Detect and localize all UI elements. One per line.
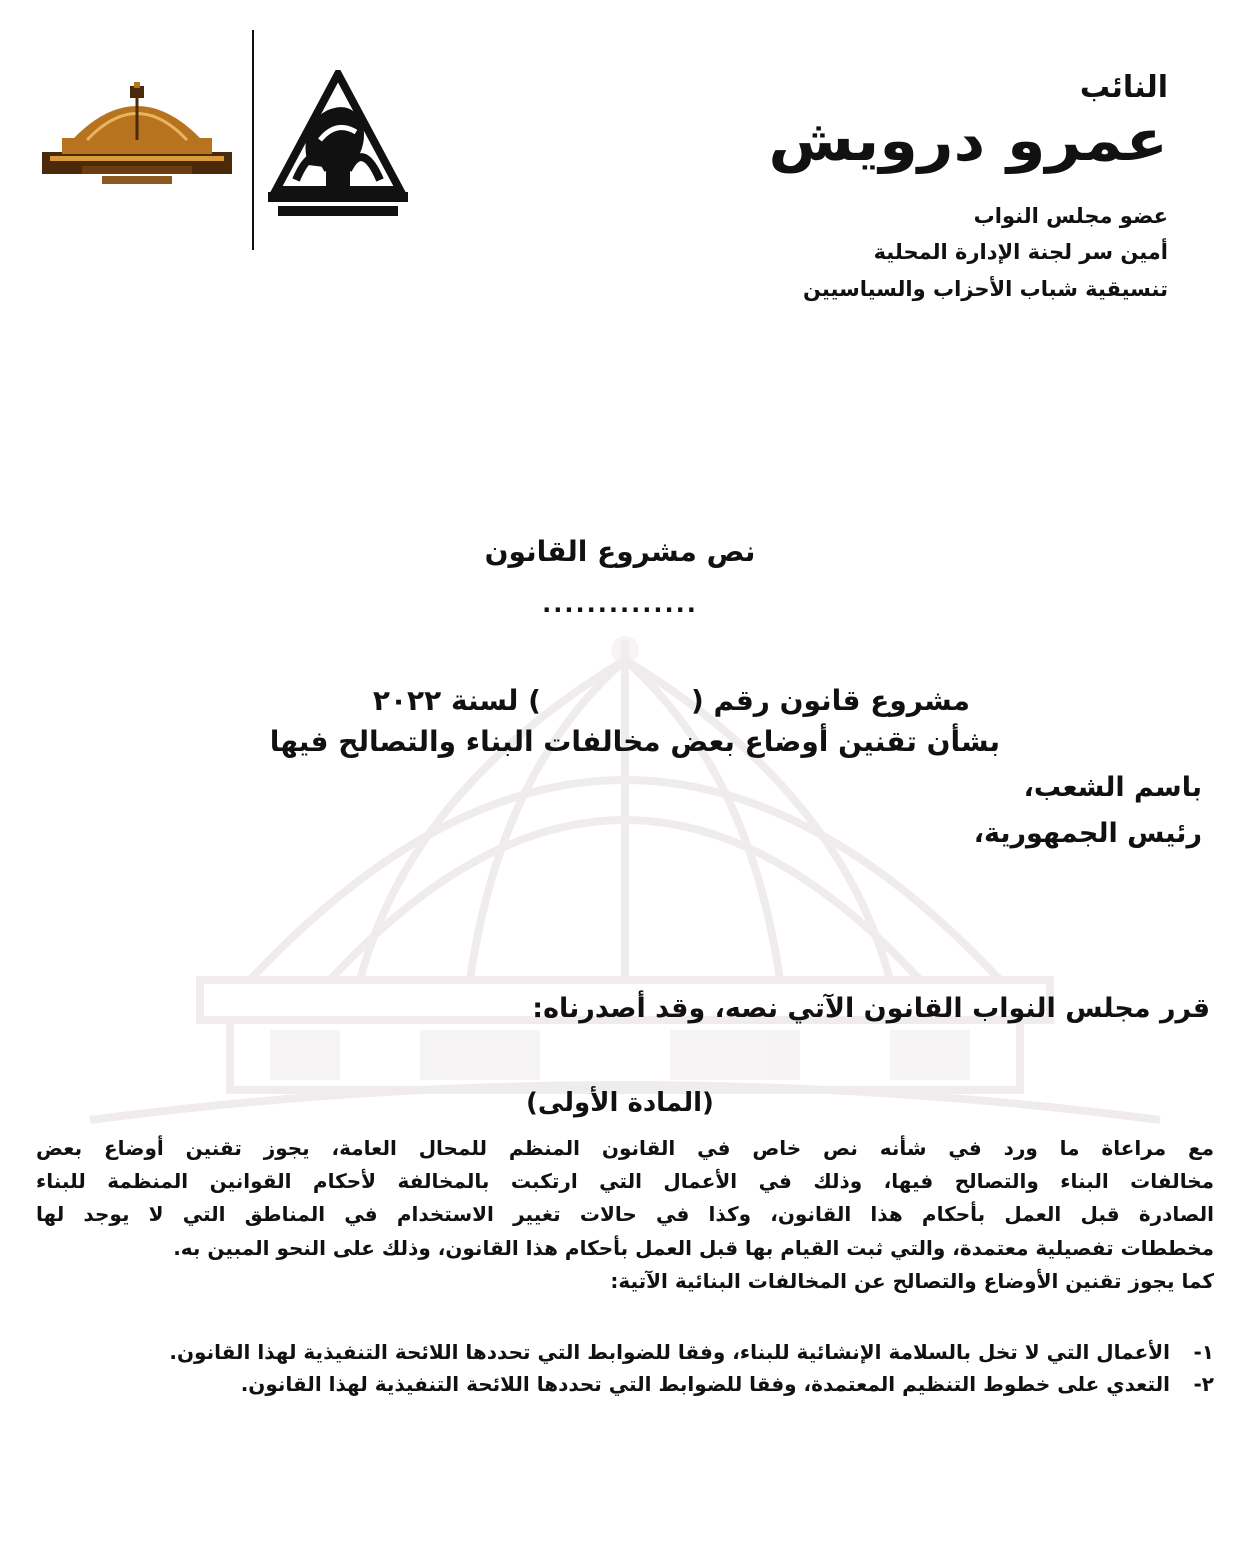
article-title: (المادة الأولى)	[526, 1088, 714, 1118]
article-line: مخططات تفصيلية معتمدة، والتي ثبت القيام بها قبل العمل بأحكام هذا القانون، وذلك على النحو المبين به.	[173, 1235, 1214, 1260]
law-subject: بشأن تقنين أوضاع بعض مخالفات البناء والتصالح فيها	[269, 725, 1000, 758]
preamble	[702, 765, 1202, 858]
letterhead	[0, 0, 1240, 330]
enactment-clause: قرر مجلس النواب القانون الآتي نصه، وقد أصدرناه:	[532, 993, 1210, 1024]
list-item-number: ٢-	[1193, 1372, 1214, 1397]
list-item-text: التعدي على خطوط التنظيم المعتمدة، وفقا للضوابط التي تحددها اللائحة التنفيذية لهذا القانون.	[240, 1372, 1170, 1397]
heading-separator: ..............	[542, 590, 698, 618]
list-item	[36, 1336, 1214, 1368]
role-line: تنسيقية شباب الأحزاب والسياسيين	[803, 277, 1168, 301]
header-divider	[252, 30, 254, 250]
article-items	[36, 1336, 1214, 1401]
party-logo	[268, 70, 408, 220]
law-title-block	[269, 680, 1000, 761]
list-item-text: الأعمال التي لا تخل بالسلامة الإنشائية للبناء، وفقا للضوابط التي تحددها اللائحة التنفيذية لهذا القانون.	[169, 1340, 1170, 1364]
law-number-suffix: ) لسنة ٢٠٢٢	[372, 684, 541, 717]
article-body	[36, 1132, 1214, 1298]
law-number-line	[270, 680, 970, 722]
article-line: الصادرة قبل العمل بأحكام هذا القانون، وكذا في حالات تغيير الاستخدام في المناطق التي لا يوجد لها	[36, 1202, 1214, 1227]
article-line: كما يجوز تقنين الأوضاع والتصالح عن المخالفات البنائية الآتية:	[610, 1268, 1214, 1293]
mp-identity	[748, 72, 1168, 308]
parliament-logo	[42, 82, 232, 187]
role-line: عضو مجلس النواب	[973, 203, 1168, 228]
document-heading: نص مشروع القانون	[484, 535, 756, 568]
preamble-line: رئيس الجمهورية،	[973, 818, 1202, 850]
list-item-number: ١-	[1193, 1340, 1214, 1364]
article-line: مع مراعاة ما ورد في شأنه نص خاص في القانون المنظم للمحال العامة، يجوز تقنين أوضاع بعض	[36, 1136, 1214, 1160]
role-line: أمين سر لجنة الإدارة المحلية	[873, 240, 1168, 265]
list-item	[36, 1368, 1214, 1400]
law-number-prefix: مشروع قانون رقم (	[690, 684, 970, 717]
mp-title: النائب	[1079, 70, 1168, 105]
preamble-line: باسم الشعب،	[1023, 772, 1202, 803]
article-line: مخالفات البناء والتصالح فيها، وذلك في الأعمال التي ارتكبت بالمخالفة لأحكام القوانين المنظمة للبناء	[36, 1169, 1214, 1194]
mp-name: عمرو درويش	[768, 105, 1168, 174]
